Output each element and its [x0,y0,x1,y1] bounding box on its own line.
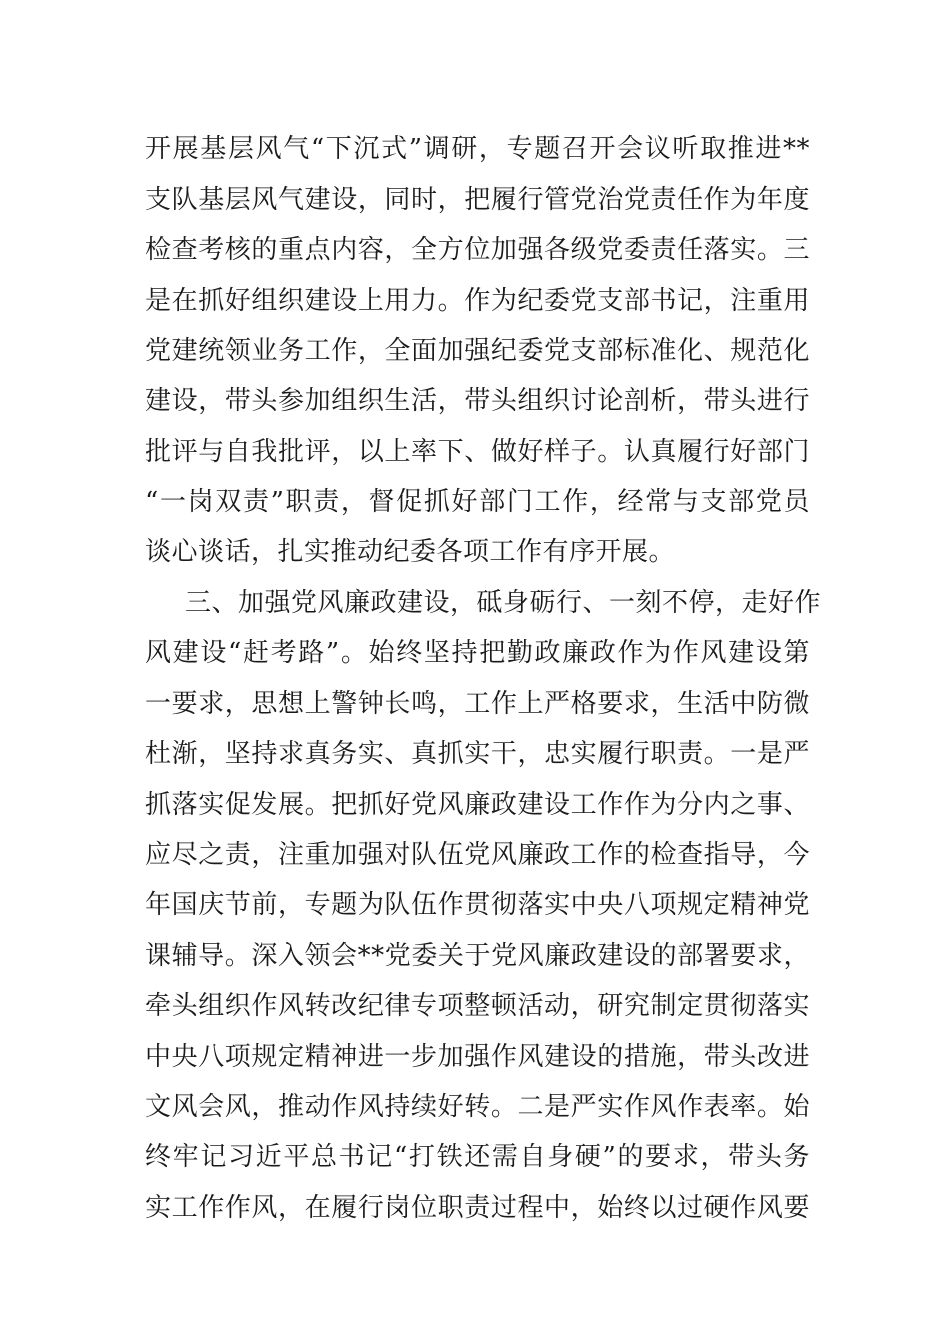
paragraph-heading-line: 三、加强党风廉政建设，砥身砺行、一刻不停，走好作 [185,588,822,618]
text-line: 实工作作风，在履行岗位职责过程中，始终以过硬作风要 [145,1193,810,1223]
text-line: 文风会风，推动作风持续好转。二是严实作风作表率。始 [145,1092,810,1122]
text-line: 支队基层风气建设，同时，把履行管党治党责任作为年度 [145,185,810,215]
text-line: “一岗双责”职责，督促抓好部门工作，经常与支部党员 [145,487,810,517]
text-line: 检查考核的重点内容，全方位加强各级党委责任落实。三 [145,235,810,265]
text-line: 批评与自我批评，以上率下、做好样子。认真履行好部门 [145,437,810,467]
text-line: 一要求，思想上警钟长鸣，工作上严格要求，生活中防微 [145,689,810,719]
text-line: 谈心谈话，扎实推动纪委各项工作有序开展。 [145,537,676,567]
text-line: 建设，带头参加组织生活，带头组织讨论剖析，带头进行 [145,386,810,416]
text-line: 风建设“赶考路”。始终坚持把勤政廉政作为作风建设第 [145,638,810,668]
text-line: 党建统领业务工作，全面加强纪委党支部标准化、规范化 [145,336,810,366]
text-line: 抓落实促发展。把抓好党风廉政建设工作作为分内之事、 [145,790,810,820]
text-line: 牵头组织作风转改纪律专项整顿活动，研究制定贯彻落实 [145,991,810,1021]
text-line: 是在抓好组织建设上用力。作为纪委党支部书记，注重用 [145,286,810,316]
text-line: 杜渐，坚持求真务实、真抓实干，忠实履行职责。一是严 [145,739,810,769]
text-line: 终牢记习近平总书记“打铁还需自身硬”的要求，带头务 [145,1142,810,1172]
text-line: 应尽之责，注重加强对队伍党风廉政工作的检查指导，今 [145,840,810,870]
text-line: 课辅导。深入领会**党委关于党风廉政建设的部署要求， [145,941,810,971]
text-line: 年国庆节前，专题为队伍作贯彻落实中央八项规定精神党 [145,890,810,920]
text-line: 中央八项规定精神进一步加强作风建设的措施，带头改进 [145,1042,810,1072]
text-line: 开展基层风气“下沉式”调研，专题召开会议听取推进** [145,134,810,164]
